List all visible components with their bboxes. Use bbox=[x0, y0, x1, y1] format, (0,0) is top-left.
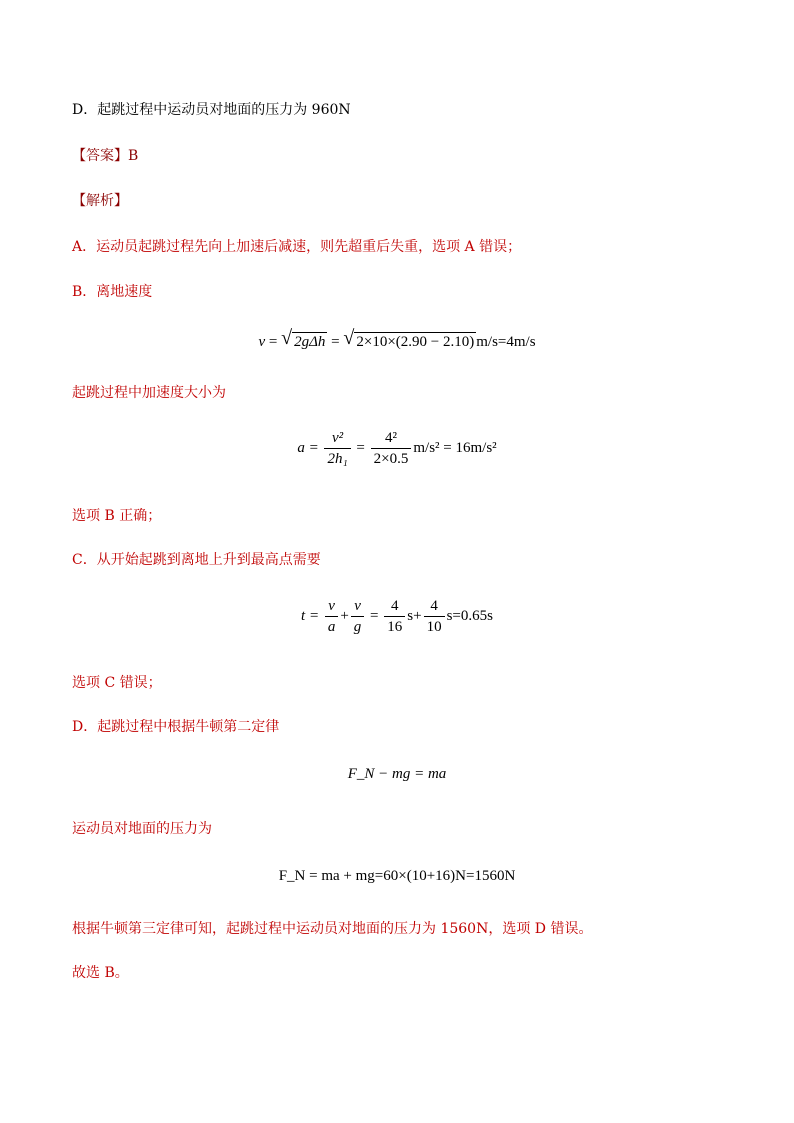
eq3-fraction-2 bbox=[351, 596, 365, 637]
eq3-f2-den: g bbox=[353, 619, 362, 635]
equation-velocity bbox=[0, 327, 794, 351]
eq3-mid: s+ bbox=[407, 607, 422, 624]
eq3-f1-num: v bbox=[325, 596, 339, 617]
eq3-f2-num: v bbox=[351, 596, 365, 617]
option-d-text: D．起跳过程中运动员对地面的压力为 960N bbox=[72, 102, 351, 118]
answer-line bbox=[72, 147, 138, 165]
analysis-c-conclusion: 选项 C 错误； bbox=[72, 675, 162, 691]
answer-value: B bbox=[128, 148, 139, 164]
eq1-lhs: v bbox=[258, 334, 266, 350]
equation-acceleration bbox=[0, 428, 794, 469]
eq3-rhs: s=0.65s bbox=[446, 607, 493, 624]
analysis-label: 【解析】 bbox=[72, 193, 128, 209]
eq2-f1-num: v² bbox=[324, 428, 350, 449]
eq1-equals-2: = bbox=[327, 334, 344, 350]
eq3-f3-num: 4 bbox=[384, 596, 405, 617]
analysis-a-text: A．运动员起跳过程先向上加速后减速，则先超重后失重，选项 A 错误； bbox=[72, 239, 522, 255]
eq3-f4-num: 4 bbox=[424, 596, 445, 617]
equation-newton-second: F_N − mg = ma bbox=[347, 766, 447, 782]
equation-time bbox=[0, 596, 794, 637]
eq3-f3-den: 16 bbox=[387, 619, 403, 635]
eq2-f2-num: 4² bbox=[371, 428, 412, 449]
analysis-c-intro: C．从开始起跳到离地上升到最高点需要 bbox=[72, 552, 321, 568]
eq1-sqrt1-content: 2gΔh bbox=[294, 334, 326, 350]
eq3-lhs: t = bbox=[301, 607, 323, 624]
eq3-plus: + bbox=[340, 607, 349, 624]
eq2-equals: = bbox=[352, 439, 369, 456]
equation-normal-force: F_N = ma + mg=60×(10+16)N=1560N bbox=[278, 868, 516, 884]
analysis-b-accel-text: 起跳过程中加速度大小为 bbox=[72, 385, 226, 401]
eq2-fraction-2 bbox=[371, 428, 412, 469]
analysis-d-conclusion: 根据牛顿第三定律可知，起跳过程中运动员对地面的压力为 1560N，选项 D 错误。 bbox=[72, 921, 593, 937]
eq1-rhs: m/s=4m/s bbox=[476, 334, 536, 350]
eq2-f1-den: 2h₁ bbox=[327, 451, 348, 467]
eq3-f4-den: 10 bbox=[426, 619, 442, 635]
eq2-rhs: m/s² = 16m/s² bbox=[413, 439, 497, 456]
eq3-fraction-3 bbox=[384, 596, 405, 637]
eq1-equals: = bbox=[265, 334, 282, 350]
analysis-b-conclusion: 选项 B 正确； bbox=[72, 508, 162, 524]
analysis-final: 故选 B。 bbox=[72, 965, 129, 981]
eq3-fraction-1 bbox=[325, 596, 339, 637]
eq3-fraction-4 bbox=[424, 596, 445, 637]
eq3-equals: = bbox=[366, 607, 383, 624]
eq2-fraction-1 bbox=[324, 428, 350, 469]
eq3-f1-den: a bbox=[327, 619, 336, 635]
eq2-lhs: a = bbox=[297, 439, 323, 456]
answer-label: 【答案】 bbox=[72, 148, 128, 164]
analysis-d-intro: D．起跳过程中根据牛顿第二定律 bbox=[72, 719, 280, 735]
analysis-d-force-text: 运动员对地面的压力为 bbox=[72, 821, 212, 837]
analysis-b-intro: B．离地速度 bbox=[72, 284, 153, 300]
eq1-sqrt2-content: 2×10×(2.90 − 2.10) bbox=[356, 334, 475, 350]
eq1-sqrt1: √ 2gΔh bbox=[281, 327, 326, 350]
eq1-sqrt2: √ 2×10×(2.90 − 2.10) bbox=[343, 327, 475, 350]
eq2-f2-den: 2×0.5 bbox=[373, 451, 409, 467]
